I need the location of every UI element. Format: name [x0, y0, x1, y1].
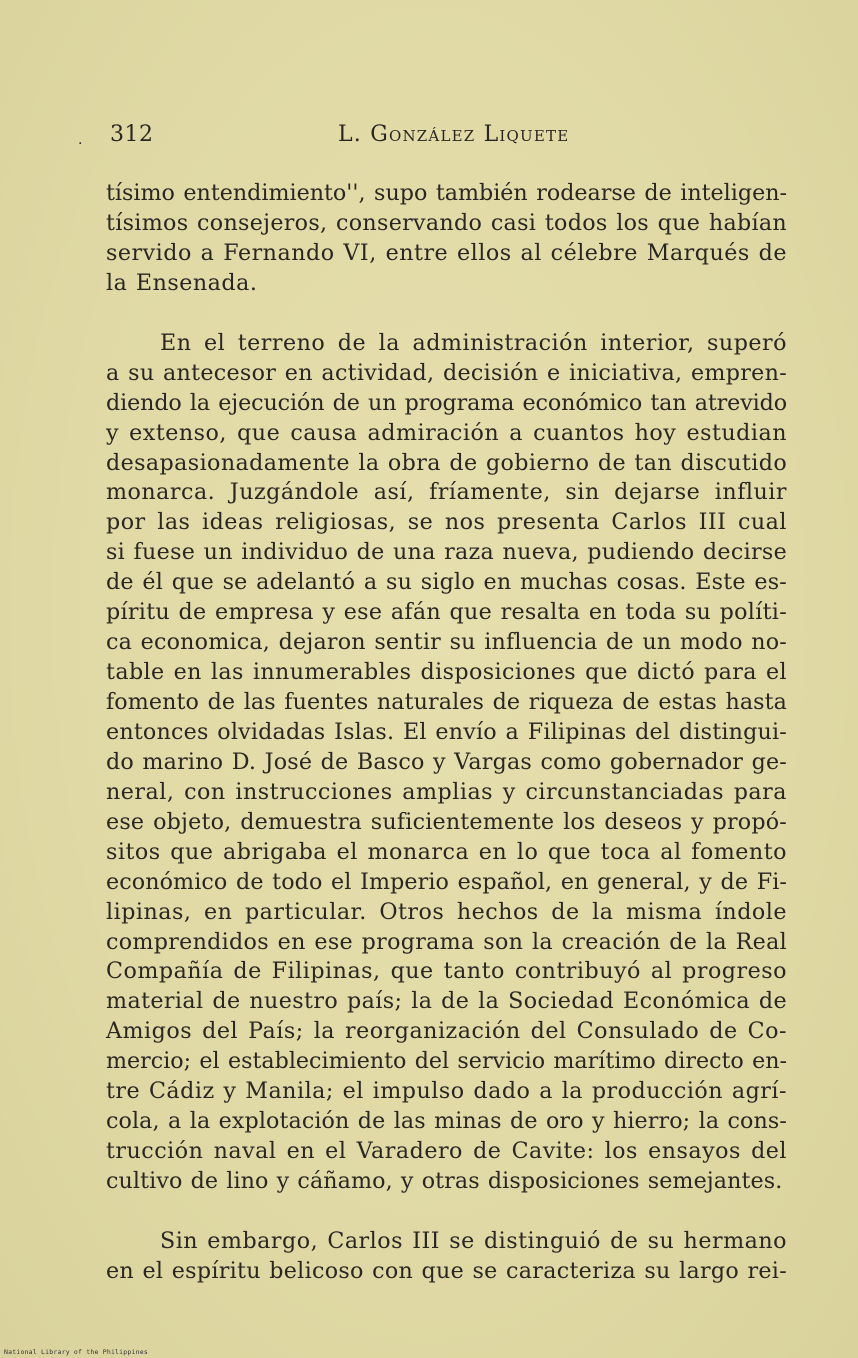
text-line: neral, con instrucciones amplias y circunstanciadas para [106, 778, 787, 805]
text-line: En el terreno de la administración interior, superó [160, 329, 787, 356]
text-line: tísimo entendimiento'', supo también rodearse de inteligen- [106, 180, 787, 206]
paragraph-1 [106, 179, 787, 299]
paragraph-gap [106, 1197, 787, 1227]
text-line: table en las innumerables disposiciones que dictó para el [106, 659, 787, 686]
text-line: a su antecesor en actividad, decisión e iniciativa, empren- [106, 359, 787, 386]
text-line: diendo la ejecución de un programa económico tan atrevido [106, 389, 787, 416]
text-line: Sin embargo, Carlos III se distinguió de su hermano [160, 1227, 787, 1254]
text-line: cola, a la explotación de las minas de oro y hierro; la cons- [106, 1108, 787, 1135]
text-line: ese objeto, demuestra suficientemente los deseos y propó- [106, 808, 787, 835]
paragraph-gap [106, 299, 787, 329]
text-line: monarca. Juzgándole así, fríamente, sin dejarse influir [106, 479, 787, 506]
text-line: en el espíritu belicoso con que se caracteriza su largo rei- [106, 1257, 787, 1284]
running-head: L. González Liquete [338, 122, 570, 147]
text-line: y extenso, que causa admiración a cuantos hoy estudian [106, 419, 787, 446]
text-line: fomento de las fuentes naturales de riqueza de estas hasta [106, 689, 787, 715]
text-line: mercio; el establecimiento del servicio marítimo directo en- [106, 1048, 787, 1075]
text-line: Amigos del País; la reorganización del Consulado de Co- [106, 1018, 787, 1045]
page-header [0, 122, 858, 156]
text-line: tísimos consejeros, conservando casi todos los que habían [106, 209, 787, 236]
text-line: trucción naval en el Varadero de Cavite: los ensayos del [106, 1138, 787, 1165]
page-number: 312 [110, 122, 154, 147]
text-line: tre Cádiz y Manila; el impulso dado a la producción agrí- [106, 1078, 787, 1105]
text-line: comprendidos en ese programa son la creación de la Real [106, 928, 787, 955]
text-line: económico de todo el Imperio español, en general, y de Fi- [106, 868, 787, 895]
text-line: desapasionadamente la obra de gobierno de tan discutido [106, 449, 788, 476]
text-line: sitos que abrigaba el monarca en lo que toca al fomento [106, 838, 787, 865]
text-line: lipinas, en particular. Otros hechos de la misma índole [106, 898, 787, 925]
text-line: servido a Fernando VI, entre ellos al célebre Marqués de [106, 239, 787, 266]
text-line: por las ideas religiosas, se nos presenta Carlos III cual [106, 509, 787, 536]
text-line: material de nuestro país; la de la Sociedad Económica de [106, 988, 787, 1015]
text-line: cultivo de lino y cáñamo, y otras disposiciones semejantes. [106, 1168, 783, 1194]
text-line: de él que se adelantó a su siglo en muchas cosas. Este es- [106, 569, 787, 596]
text-line: ca economica, dejaron sentir su influencia de un modo no- [106, 629, 787, 656]
text-line: do marino D. José de Basco y Vargas como gobernador ge- [106, 748, 787, 775]
text-line: si fuese un individuo de una raza nueva, pudiendo decirse [106, 539, 787, 566]
paragraph-2 [106, 329, 787, 1197]
paragraph-3 [106, 1227, 787, 1287]
library-credit: National Library of the Philippines [4, 1348, 148, 1356]
margin-mark: . [78, 132, 83, 148]
text-line: Compañía de Filipinas, que tanto contribuyó al progreso [106, 958, 787, 985]
text-line: píritu de empresa y ese afán que resalta en toda su políti- [106, 599, 787, 626]
body-text [106, 179, 787, 1287]
text-line: la Ensenada. [106, 269, 258, 296]
text-line: entonces olvidadas Islas. El envío a Filipinas del distingui- [106, 718, 787, 745]
